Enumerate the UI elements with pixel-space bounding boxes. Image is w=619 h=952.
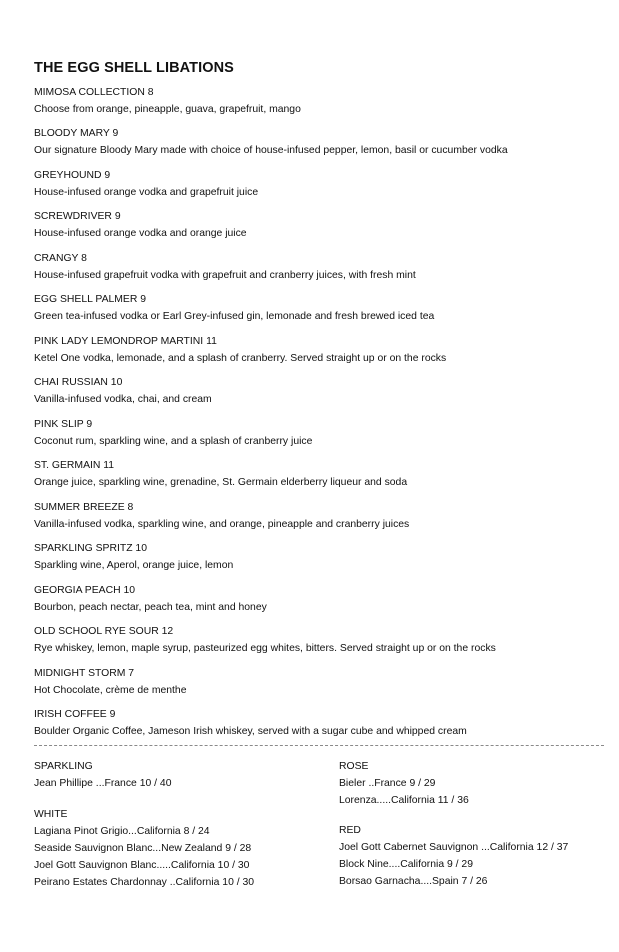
drink-item bbox=[34, 374, 614, 408]
drink-item bbox=[34, 84, 614, 118]
drink-name: PINK LADY LEMONDROP MARTINI 11 bbox=[34, 336, 217, 347]
drink-description: Boulder Organic Coffee, Jameson Irish whiskey, served with a sugar cube and whipped cream bbox=[34, 726, 467, 737]
drink-name: GREYHOUND 9 bbox=[34, 170, 111, 181]
drink-name: IRISH COFFEE 9 bbox=[34, 709, 116, 720]
drink-name: CHAI RUSSIAN 10 bbox=[34, 377, 123, 388]
wine-heading: RED bbox=[339, 825, 361, 836]
drink-item bbox=[34, 250, 614, 284]
wine-section-white bbox=[34, 806, 254, 891]
drink-name: CRANGY 8 bbox=[34, 253, 87, 264]
drink-name: MIDNIGHT STORM 7 bbox=[34, 668, 135, 679]
wine-item: Borsao Garnacha....Spain 7 / 26 bbox=[339, 876, 488, 887]
menu-title: THE EGG SHELL LIBATIONS bbox=[34, 60, 234, 76]
drink-description: Vanilla-infused vodka, chai, and cream bbox=[34, 394, 212, 405]
drink-name: GEORGIA PEACH 10 bbox=[34, 585, 136, 596]
drink-name: PINK SLIP 9 bbox=[34, 419, 93, 430]
drink-description: Hot Chocolate, crème de menthe bbox=[34, 685, 187, 696]
drink-name: OLD SCHOOL RYE SOUR 12 bbox=[34, 626, 174, 637]
wine-item: Block Nine....California 9 / 29 bbox=[339, 859, 473, 870]
drink-name: EGG SHELL PALMER 9 bbox=[34, 294, 147, 305]
drink-description: Sparkling wine, Aperol, orange juice, lemon bbox=[34, 560, 234, 571]
wine-item: Bieler ..France 9 / 29 bbox=[339, 778, 436, 789]
drink-description: Rye whiskey, lemon, maple syrup, pasteurized egg whites, bitters. Served straight up or on the rocks bbox=[34, 643, 496, 654]
drink-item bbox=[34, 125, 614, 159]
drink-name: MIMOSA COLLECTION 8 bbox=[34, 87, 154, 98]
wine-section-rose bbox=[339, 758, 469, 809]
drink-item bbox=[34, 333, 614, 367]
wine-section-red bbox=[339, 822, 568, 890]
wine-heading: ROSE bbox=[339, 761, 369, 772]
drink-name: SPARKLING SPRITZ 10 bbox=[34, 543, 147, 554]
drink-item bbox=[34, 291, 614, 325]
drink-name: SCREWDRIVER 9 bbox=[34, 211, 121, 222]
drink-item bbox=[34, 540, 614, 574]
drink-description: Green tea-infused vodka or Earl Grey-infused gin, lemonade and fresh brewed iced tea bbox=[34, 311, 435, 322]
drink-name: ST. GERMAIN 11 bbox=[34, 460, 115, 471]
drink-item bbox=[34, 706, 614, 740]
drink-description: House-infused orange vodka and orange juice bbox=[34, 228, 247, 239]
wine-item: Joel Gott Cabernet Sauvignon ...California 12 / 37 bbox=[339, 842, 569, 853]
drink-description: Our signature Bloody Mary made with choice of house-infused pepper, lemon, basil or cucumber vodka bbox=[34, 145, 508, 156]
drink-item bbox=[34, 623, 614, 657]
drink-description: House-infused grapefruit vodka with grapefruit and cranberry juices, with fresh mint bbox=[34, 270, 416, 281]
drink-description: Orange juice, sparkling wine, grenadine, St. Germain elderberry liqueur and soda bbox=[34, 477, 408, 488]
wine-section-sparkling bbox=[34, 758, 171, 792]
drink-item bbox=[34, 582, 614, 616]
drink-description: Coconut rum, sparkling wine, and a splash of cranberry juice bbox=[34, 436, 313, 447]
wine-item: Lagiana Pinot Grigio...California 8 / 24 bbox=[34, 826, 210, 837]
drink-item bbox=[34, 416, 614, 450]
wine-item: Peirano Estates Chardonnay ..California 10 / 30 bbox=[34, 877, 255, 888]
drink-item bbox=[34, 665, 614, 699]
wine-item: Lorenza.....California 11 / 36 bbox=[339, 795, 469, 806]
wine-heading: WHITE bbox=[34, 809, 68, 820]
drink-description: Choose from orange, pineapple, guava, grapefruit, mango bbox=[34, 104, 301, 115]
section-divider bbox=[34, 745, 604, 746]
wine-item: Jean Phillipe ...France 10 / 40 bbox=[34, 778, 172, 789]
wine-heading: SPARKLING bbox=[34, 761, 93, 772]
drink-item bbox=[34, 167, 614, 201]
drink-description: House-infused orange vodka and grapefruit juice bbox=[34, 187, 259, 198]
drink-description: Bourbon, peach nectar, peach tea, mint and honey bbox=[34, 602, 267, 613]
drink-item bbox=[34, 457, 614, 491]
drink-item bbox=[34, 208, 614, 242]
drink-name: SUMMER BREEZE 8 bbox=[34, 502, 134, 513]
wine-item: Joel Gott Sauvignon Blanc.....California 10 / 30 bbox=[34, 860, 250, 871]
drink-description: Vanilla-infused vodka, sparkling wine, and orange, pineapple and cranberry juices bbox=[34, 519, 410, 530]
wine-item: Seaside Sauvignon Blanc...New Zealand 9 / 28 bbox=[34, 843, 252, 854]
drink-description: Ketel One vodka, lemonade, and a splash of cranberry. Served straight up or on the rocks bbox=[34, 353, 447, 364]
drink-item bbox=[34, 499, 614, 533]
drink-name: BLOODY MARY 9 bbox=[34, 128, 119, 139]
